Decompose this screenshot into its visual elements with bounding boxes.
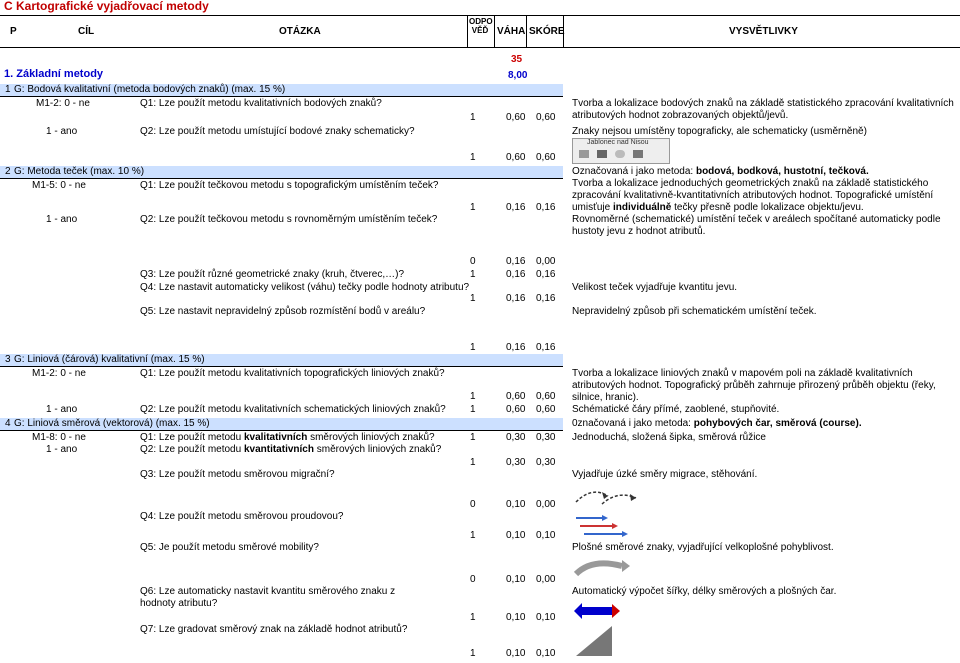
row-answer: 0 — [470, 256, 476, 267]
row-cil: 1 - ano — [46, 214, 78, 225]
row-score: 0,00 — [536, 499, 556, 510]
row-weight: 0,16 — [506, 342, 526, 353]
row-weight: 0,10 — [506, 499, 526, 510]
point-symbol-icon — [579, 150, 589, 158]
row-answer: 1 — [470, 152, 476, 163]
note-7: Nepravidelný způsob při schematickém umístění teček. — [572, 306, 817, 317]
header-vaha: VÁHA — [497, 26, 526, 37]
row-weight: 0,16 — [506, 269, 526, 280]
row-answer: 1 — [470, 612, 476, 623]
header-odpoved: ODPO VĚĎ — [469, 17, 493, 35]
note-3: Označovaná i jako metoda: bodová, bodková, hustotní, tečková. — [572, 166, 869, 177]
gradient-triangle-illustration — [572, 622, 616, 660]
row-score: 0,60 — [536, 391, 556, 402]
row-question: Q2: Lze použít metodu kvalitativních schematických liniových znaků? — [140, 404, 446, 415]
note-2: Znaky nejsou umístěny topograficky, ale schematicky (usměrněně) — [572, 126, 867, 137]
header-vysvetlivky: VYSVĚTLIVKY — [729, 26, 798, 37]
row-answer: 1 — [470, 342, 476, 353]
note-5: Rovnoměrné (schematické) umístění teček v areálech spočítané automaticky podle hustoty jevu z hodnot atributů. — [572, 214, 941, 237]
section-num-2: 2 — [5, 166, 11, 177]
migration-arrows-illustration — [572, 482, 642, 508]
row-score: 0,60 — [536, 404, 556, 415]
total-score: 35 — [511, 54, 523, 65]
row-question: Q3: Lze použít metodu směrovou migrační? — [140, 469, 335, 480]
point-symbol-icon — [597, 150, 607, 158]
row-answer: 1 — [470, 293, 476, 304]
row-answer: 1 — [470, 432, 476, 443]
row-score: 0,30 — [536, 457, 556, 468]
row-score: 0,00 — [536, 574, 556, 585]
row-weight: 0,10 — [506, 648, 526, 659]
note-6: Velikost teček vyjadřuje kvantitu jevu. — [572, 282, 738, 293]
row-answer: 1 — [470, 391, 476, 402]
row-weight: 0,60 — [506, 404, 526, 415]
row-answer: 1 — [470, 648, 476, 659]
row-question: Q1: Lze použít metodu kvalitativních topografických liniových znaků? — [140, 368, 445, 379]
note-12: Vyjadřuje úzké směry migrace, stěhování. — [572, 469, 758, 480]
row-answer: 0 — [470, 574, 476, 585]
row-answer: 0 — [470, 499, 476, 510]
row-score: 0,16 — [536, 342, 556, 353]
row-answer: 1 — [470, 457, 476, 468]
note-14: Automatický výpočet šířky, délky směrových a plošných čar. — [572, 586, 837, 597]
row-weight: 0,10 — [506, 612, 526, 623]
section-num-1: 1 — [5, 84, 11, 95]
page-title: C Kartografické vyjadřovací metody — [4, 0, 209, 13]
row-weight: 0,16 — [506, 256, 526, 267]
width-arrow-illustration — [572, 600, 622, 622]
row-answer: 1 — [470, 530, 476, 541]
header-p: P — [10, 26, 17, 37]
row-question: Q1: Lze použít metodu kvalitativních směrových liniových znaků? — [140, 432, 435, 443]
row-cil: M1-8: 0 - ne — [32, 432, 86, 443]
row-cil: 1 - ano — [46, 126, 78, 137]
section-label-4: G: Liniová směrová (vektorová) (max. 15 %) — [14, 418, 210, 429]
subtotal: 8,00 — [508, 70, 528, 81]
row-question: Q4: Lze použít metodu směrovou proudovou? — [140, 511, 344, 522]
row-cil: 1 - ano — [46, 444, 78, 455]
row-score: 0,10 — [536, 648, 556, 659]
row-weight: 0,10 — [506, 530, 526, 541]
row-cil: 1 - ano — [46, 404, 78, 415]
row-score: 0,16 — [536, 293, 556, 304]
row-weight: 0,10 — [506, 574, 526, 585]
row-question: Q1: Lze použít tečkovou metodu s topografickým umístěním teček? — [140, 180, 439, 191]
row-answer: 1 — [470, 202, 476, 213]
row-question: Q4: Lze nastavit automaticky velikost (váhu) tečky podle hodnoty atributu? — [140, 282, 470, 293]
row-question: Q5: Lze nastavit nepravidelný způsob rozmístění bodů v areálu? — [140, 306, 426, 317]
note-11: Jednoduchá, složená šipka, směrová růžice — [572, 432, 766, 443]
row-cil: M1-5: 0 - ne — [32, 180, 86, 191]
section-label-1: G: Bodová kvalitativní (metoda bodových znaků) (max. 15 %) — [14, 84, 286, 95]
row-answer: 1 — [470, 269, 476, 280]
row-answer: 1 — [470, 112, 476, 123]
row-weight: 0,60 — [506, 152, 526, 163]
row-question: Q6: Lze automaticky nastavit kvantitu směrového znaku z hodnoty atributu? — [140, 586, 396, 609]
row-score: 0,00 — [536, 256, 556, 267]
stream-arrows-illustration — [572, 512, 642, 540]
row-weight: 0,60 — [506, 112, 526, 123]
row-question: Q7: Lze gradovat směrový znak na základě hodnot atributů? — [140, 624, 408, 635]
note-9: Schématické čáry přímé, zaoblené, stupňovité. — [572, 404, 780, 415]
map-thumbnail — [572, 138, 670, 164]
area-arrow-illustration — [572, 556, 632, 582]
row-answer: 1 — [470, 404, 476, 415]
row-weight: 0,30 — [506, 457, 526, 468]
point-symbol-icon — [615, 150, 625, 158]
row-weight: 0,30 — [506, 432, 526, 443]
header-otazka: OTÁZKA — [279, 26, 321, 37]
row-weight: 0,60 — [506, 391, 526, 402]
row-score: 0,10 — [536, 612, 556, 623]
note-10: 0značovaná i jako metoda: pohybových čar, směrová (course). — [572, 418, 862, 429]
note-4: Tvorba a lokalizace jednoduchých geometrických znaků na základě statistického zpracování kvalitativně-kvantitativních atributových hodnot. Topografické umístění umisťuje individuálně tečky přesně podle lokalizace objektu/jevu. — [572, 178, 934, 213]
note-8: Tvorba a lokalizace liniových znaků v mapovém poli na základě kvalitativních atributových hodnot. Topografický průběh zahrnuje přirozený průběh objektu (řeky, silnice, hranic). — [572, 368, 936, 403]
row-score: 0,10 — [536, 530, 556, 541]
row-score: 0,16 — [536, 202, 556, 213]
section-label-2: G: Metoda teček (max. 10 %) — [14, 166, 145, 177]
row-cil: M1-2: 0 - ne — [36, 98, 90, 109]
row-score: 0,16 — [536, 269, 556, 280]
row-cil: M1-2: 0 - ne — [32, 368, 86, 379]
section-num-4: 4 — [5, 418, 11, 429]
row-question: Q3: Lze použít různé geometrické znaky (kruh, čtverec,…)? — [140, 269, 404, 280]
row-question: Q5: Je použít metodu směrové mobility? — [140, 542, 319, 553]
section-title: 1. Základní metody — [4, 68, 104, 80]
thumbnail-caption: Jablonec nad Nisou — [587, 139, 649, 146]
point-symbol-icon — [633, 150, 643, 158]
row-weight: 0,16 — [506, 293, 526, 304]
header-skore: SKÓRE — [529, 26, 565, 37]
section-num-3: 3 — [5, 354, 11, 365]
row-question: Q2: Lze použít tečkovou metodu s rovnoměrným umístěním teček? — [140, 214, 438, 225]
row-score: 0,60 — [536, 112, 556, 123]
row-question: Q2: Lze použít metodu kvantitativních směrových liniových znaků? — [140, 444, 442, 455]
note-1: Tvorba a lokalizace bodových znaků na základě statistického zpracování kvalitativních atributových hodnot zobrazovaných objektů/jevů. — [572, 98, 954, 121]
row-question: Q1: Lze použít metodu kvalitativních bodových znaků? — [140, 98, 382, 109]
header-cil: CÍL — [78, 26, 95, 37]
row-score: 0,60 — [536, 152, 556, 163]
row-score: 0,30 — [536, 432, 556, 443]
row-weight: 0,16 — [506, 202, 526, 213]
note-13: Plošné směrové znaky, vyjadřující velkoplošné pohyblivost. — [572, 542, 834, 553]
section-label-3: G: Liniová (čárová) kvalitativní (max. 15 %) — [14, 354, 205, 365]
row-question: Q2: Lze použít metodu umístující bodové znaky schematicky? — [140, 126, 415, 137]
